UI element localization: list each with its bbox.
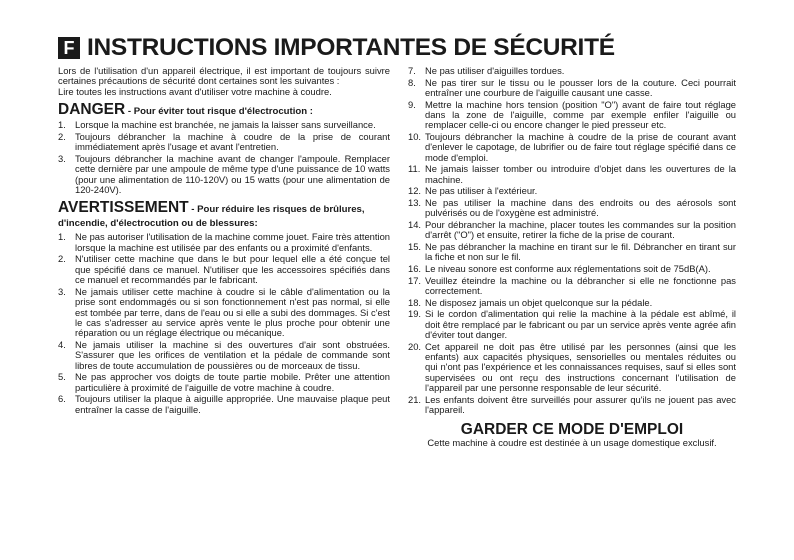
list-item [58,287,390,339]
keep-manual-heading: GARDER CE MODE D'EMPLOI [460,420,684,438]
list-item [408,309,736,340]
item-number: 3. [58,285,66,297]
item-number: 13. [408,197,422,208]
item-text: N'utiliser cette machine que dans le but pour lequel elle a été conçue tel que spécifié dans ce manuel. N'utiliser que les accessoires spécifiés dans ce manuel et recommandés par le fabricant. [75,253,390,286]
list-item [408,342,736,394]
item-text: Ne disposez jamais un objet quelconque sur la pédale. [425,296,653,308]
item-text: Ne pas utiliser la machine dans des endroits ou des aérosols sont pulvérisés ou de l'oxygène est administré. [425,197,736,219]
item-text: Toujours débrancher la machine à coudre de la prise de courant avant d'enlever le capotage, de lubrifier ou de faire tout réglage spécifié dans ce mode d'emploi. [425,131,736,163]
item-number: 4. [58,339,66,351]
list-item [408,242,736,263]
item-text: Les enfants doivent être surveillés pour assurer qu'ils ne jouent pas avec l'appareil. [425,393,736,416]
item-number: 7. [408,65,416,76]
list-item [58,340,390,371]
list-item [408,186,736,196]
warning-list-right [408,66,736,416]
item-number: 2. [58,253,66,265]
item-text: Toujours utiliser la plaque à aiguille appropriée. Une mauvaise plaque peut entraîner la casse de l'aiguille. [75,393,390,415]
item-number: 8. [408,76,416,88]
page-title: INSTRUCTIONS IMPORTANTES DE SÉCURITÉ [87,34,615,61]
intro-paragraph: Lors de l'utilisation d'un appareil électrique, il est important de toujours suivre certaines précautions de sécurité dont certaines sont les suivantes : [58,65,390,87]
item-text: Lorsque la machine est branchée, ne jamais la laisser sans surveillance. [75,119,376,131]
list-item [408,264,736,274]
item-text: Toujours débrancher la machine avant de changer l'ampoule. Remplacer cette dernière par une ampoule de même type d'une puissance de 10 watts (pour une alimentation de 110-120V) ou 15 watts (pour une alimentation de 120-240V). [75,152,390,196]
item-text: Ne pas autoriser l'utilisation de la machine comme jouet. Faire très attention lorsque la machine est utilisée par des enfants ou a proximité d'enfants. [75,231,390,253]
list-item [408,220,736,241]
item-number: 17. [408,274,422,286]
list-item [408,198,736,219]
warning-subtitle: - Pour réduire les risques de brûlures, d'incendie, d'électrocution ou de blessures: [58,204,365,230]
item-number: 15. [408,241,422,252]
item-number: 14. [408,219,422,230]
list-item [58,232,390,253]
left-column [58,66,390,416]
list-item [408,100,736,131]
list-item [408,132,736,163]
list-item [408,78,736,99]
page-header [58,34,615,62]
list-item [408,395,736,416]
item-number: 1. [58,231,66,243]
list-item [58,132,390,153]
item-number: 5. [58,371,66,383]
list-item [58,372,390,393]
item-text: Ne jamais utiliser cette machine à coudre si le câble d'alimentation ou la prise sont endommagés ou si son fonctionnement n'est pas normal, si elle est tombée par terre, dans de l'eau ou si elle a subi des dommages. Si c'est le cas s'adresser au service après vente le plus proche pour obtenir une réparation ou un réglage électrique ou mécanique. [75,285,390,339]
item-text: Ne pas utiliser d'aiguilles tordues. [425,65,565,76]
item-text: Cet appareil ne doit pas être utilisé par les personnes (ainsi que les enfants) aux capacités physiques, sensorielles ou mentales réduites ou qui n'ont pas l'expérience et les connaissances requises, sauf si elles sont supervisées ou ont reçu des instructions concernant l'utilisation de l'appareil par une personne responsable de leur sécurité. [425,340,736,394]
item-number: 1. [58,119,66,131]
item-number: 20. [408,340,422,352]
item-number: 12. [408,185,422,197]
danger-title: DANGER [58,101,126,119]
domestic-use-note: Cette machine à coudre est destinée à un usage domestique exclusif. [427,437,717,449]
item-number: 6. [58,393,66,405]
list-item [408,66,736,76]
list-item [58,394,390,415]
item-number: 16. [408,263,422,274]
item-number: 11. [408,163,421,175]
right-column [408,66,736,448]
item-text: Ne pas tirer sur le tissu ou le pousser lors de la couture. Ceci pourrait entraîner une courbure de l'aiguille causant une casse. [425,76,736,98]
intro-read-all: Lire toutes les instructions avant d'utiliser votre machine à coudre. [58,85,332,97]
item-text: Ne jamais utiliser la machine si des ouvertures d'air sont obstruées. S'assurer que les orifices de ventilation et la pédale de commande sont libres de toute accumulation de poussières ou de morceaux de tissu. [75,339,390,371]
list-item [58,154,390,196]
item-text: Ne pas utiliser à l'extérieur. [425,185,538,197]
item-number: 9. [408,98,416,110]
list-item [58,120,390,130]
item-text: Pour débrancher la machine, placer toutes les commandes sur la position d'arrêt ("O") et ensuite, retirer la fiche de la prise de courant. [425,219,736,241]
item-text: Ne pas débrancher la machine en tirant sur le fil. Débrancher en tirant sur la fiche et non sur le fil. [425,241,736,263]
item-number: 18. [408,296,422,308]
item-text: Mettre la machine hors tension (position "O") avant de faire tout réglage dans la zone de l'aiguille, comme par exemple enfiler l'aiguille ou remplacer celle-ci ou encore changer le pied presseur etc. [425,98,736,131]
language-marker: F [58,37,80,59]
item-text: Veuillez éteindre la machine ou la débrancher si elle ne fonctionne pas correctement. [425,274,736,296]
item-number: 3. [58,152,66,164]
item-text: Ne pas approcher vos doigts de toute partie mobile. Prêter une attention particulière à proximité de l'aiguille de votre machine à coudre. [75,371,390,393]
list-item [408,164,736,185]
item-number: 10. [408,131,422,142]
item-text: Le niveau sonore est conforme aux réglementations soit de 75dB(A). [425,263,711,274]
item-text: Toujours débrancher la machine à coudre de la prise de courant immédiatement après l'usage et avant l'entretien. [75,130,390,153]
warning-title: AVERTISSEMENT [58,199,189,217]
item-number: 2. [58,130,66,142]
danger-list [58,120,390,195]
list-item [58,254,390,285]
list-item [408,276,736,297]
danger-subtitle: - Pour éviter tout risque d'électrocution : [125,106,313,118]
item-number: 19. [408,308,422,320]
list-item [408,298,736,308]
intro-text [58,66,390,97]
warning-list-left [58,232,390,415]
item-number: 21. [408,393,422,405]
item-text: Ne jamais laisser tomber ou introduire d'objet dans les ouvertures de la machine. [425,163,736,185]
item-text: Si le cordon d'alimentation qui relie la machine à la pédale est abîmé, il doit être remplacé par le fabricant ou par un service après vente agrée afin d'éviter tout danger. [425,308,736,340]
danger-heading [58,103,390,118]
warning-heading [58,201,390,230]
